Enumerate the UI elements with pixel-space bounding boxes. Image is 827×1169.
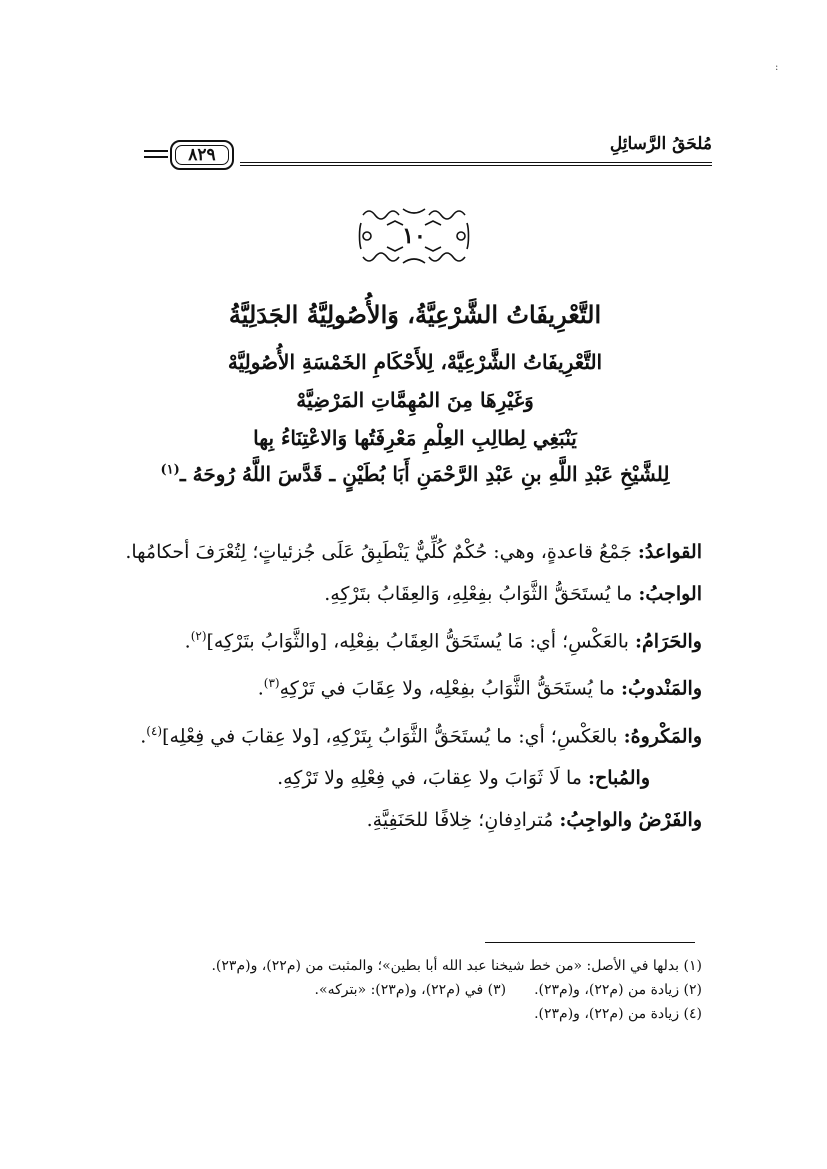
definition-recommended-text: ما يُستَحَقُّ الثَّوَابُ بفِعْلِه، ولا عِقَابَ في تَرْكِهِ — [279, 677, 621, 700]
definition-obligatory — [122, 574, 702, 614]
footnote-rule — [485, 942, 695, 943]
page-number-frame — [170, 140, 234, 170]
book-title: مُلحَقُ الرَّسائِلِ — [609, 134, 712, 154]
footnote-ref-4: (٤) — [146, 723, 163, 738]
term-disliked: والمَكْروهُ: — [623, 724, 702, 747]
subtitle-line-1: التَّعْرِيفَاتُ الشَّرْعِيَّهْ، لِلأَحْكَامِ الخَمْسَةِ الأُصُولِيَّهْ — [227, 350, 603, 374]
term-forbidden: والحَرَامُ: — [634, 630, 702, 653]
main-title: التَّعْرِيفَاتُ الشَّرْعِيَّةُ، وَالأُصُولِيَّةُ الجَدَلِيَّةُ — [228, 300, 602, 329]
term-recommended: والمَنْدوبُ: — [620, 677, 702, 700]
header-rule — [240, 162, 712, 166]
definition-fard-text: مُترادِفانِ؛ خِلافًا للحَنَفِيَّةِ. — [366, 808, 560, 831]
author-text: لِلشَّيْخِ عَبْدِ اللَّهِ بنِ عَبْدِ الرَّحْمَنِ أَبَا بُطَيْنٍ ـ قَدَّسَ اللَّهُ رُوحَهُ ـ — [179, 462, 670, 486]
page-header — [140, 128, 712, 178]
term-permissible: والمُباح: — [587, 766, 650, 789]
definitions-body — [122, 532, 702, 842]
definition-permissible — [122, 758, 702, 798]
definition-permissible-text: ما لَا ثَوَابَ ولا عِقابَ، في فِعْلِهِ ولا تَرْكِهِ. — [277, 766, 588, 789]
page-number: ٨٢٩ — [188, 145, 216, 165]
subtitle-line-3: يَنْبَغِي لِطالِبِ العِلْمِ مَعْرِفَتُها وَالاعْتِنَاءُ بِها — [253, 426, 577, 450]
subtitle-line-2: وَغَيْرِهَا مِنَ المُهِمَّاتِ المَرْضِيَّهْ — [296, 388, 534, 412]
definition-disliked-text: بالعَكْسِ؛ أي: ما يُستَحَقُّ الثَّوَابُ بِتَرْكِهِ، [ولا عِقابَ في فِعْلِه] — [162, 724, 624, 747]
corner-mark: : — [775, 62, 779, 73]
header-dash-lines — [144, 150, 168, 158]
footnote-ref-2: (٢) — [190, 629, 207, 643]
section-ornament — [357, 205, 471, 267]
definition-forbidden-text: بالعَكْسِ؛ أي: مَا يُستَحَقُّ العِقَابُ بفِعْلِه، [والثَّوَابُ بتَرْكِه] — [206, 630, 635, 653]
footnote-1: (١) بدلها في الأصل: «من خط شيخنا عبد الله أبا بطين»؛ والمثبت من (م٢٢)، و(م٢٣). — [211, 958, 702, 974]
definition-rules-text: جَمْعُ قاعدةٍ، وهي: حُكْمٌ كُلِّيٌّ يَنْطَبِقُ عَلَى جُزئياتٍ؛ لِتُعْرَفَ أحكامُها. — [125, 541, 638, 563]
footnotes — [122, 954, 702, 1026]
definition-obligatory-text: ما يُستَحَقُّ الثَّوَابُ بفِعْلِهِ، وَالعِقَابُ بتَرْكِهِ. — [324, 583, 639, 605]
definition-disliked: والمَكْروهُ: بالعَكْسِ؛ أي: ما يُستَحَقُّ الثَّوَابُ بِتَرْكِهِ، [ولا عِقابَ في فِعْلِه]$^{(٤)}$. — [140, 723, 702, 747]
term-rules: القواعدُ: — [637, 541, 702, 563]
term-obligatory: الواجبُ: — [638, 583, 702, 605]
definition-recommended: والمَنْدوبُ: ما يُستَحَقُّ الثَّوَابُ بفِعْلِه، ولا عِقَابَ في تَرْكِهِ$^{(٣)}$. — [257, 676, 702, 700]
subtitle-author-line — [90, 462, 740, 486]
footnote-3: (٣) في (م٢٢)، و(م٢٣): «بتركه». — [314, 982, 507, 998]
footnote-4: (٤) زيادة من (م٢٢)، و(م٢٣). — [534, 1006, 702, 1022]
definition-forbidden: والحَرَامُ: بالعَكْسِ؛ أي: مَا يُستَحَقُّ العِقَابُ بفِعْلِه، [والثَّوَابُ بتَرْكِه]$^{(٢)}$. — [184, 629, 702, 653]
definition-rules — [122, 532, 702, 572]
footnote-row-2 — [122, 978, 702, 1002]
definition-fard — [122, 800, 702, 840]
footnote-ref-3: (٣) — [263, 676, 280, 691]
term-fard: والفَرْضُ والواجِبُ: — [559, 808, 702, 831]
section-number: ١٠ — [402, 223, 426, 249]
footnote-ref-1: (١) — [160, 462, 180, 478]
footnote-2: (٢) زيادة من (م٢٢)، و(م٢٣). — [534, 982, 702, 998]
